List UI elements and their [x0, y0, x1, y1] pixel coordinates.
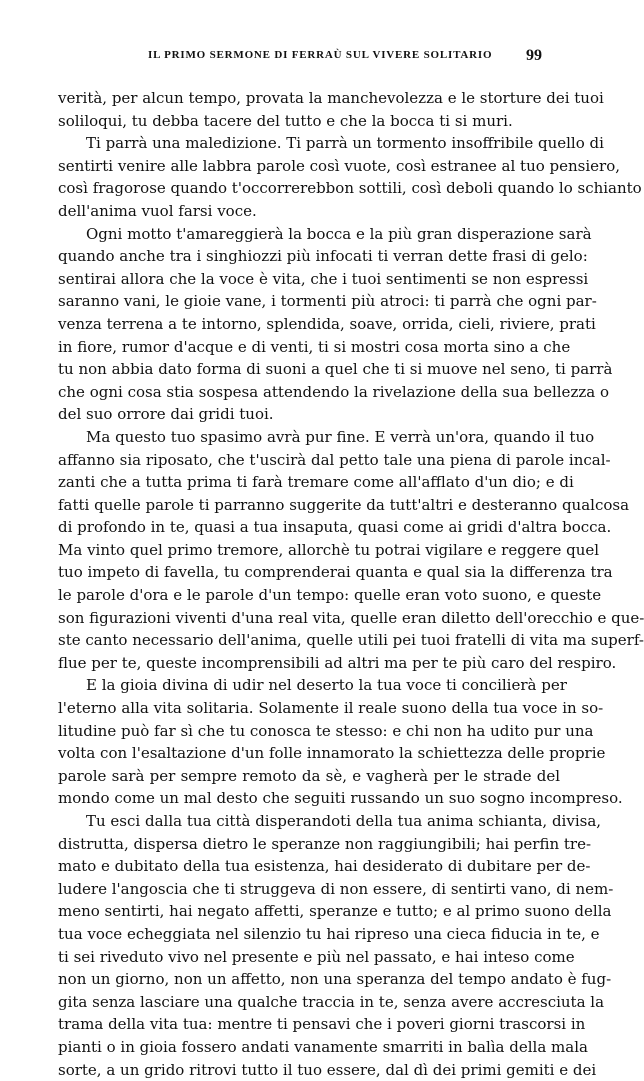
text-line: Ti parrà una maledizione. Ti parrà un tormento insoffribile quello di: [86, 134, 604, 153]
text-line: soliloqui, tu debba tacere del tutto e che la bocca ti si muri.: [58, 111, 513, 130]
text-line: che ogni cosa stia sospesa attendendo la rivelazione della sua bellezza o: [58, 382, 609, 401]
text-line: pianti o in gioia fossero andati vanamente smarriti in balìa della mala: [58, 1037, 588, 1056]
text-line: affanno sia riposato, che t'uscirà dal petto tale una piena di parole incal-: [58, 450, 611, 469]
text-line: ti sei riveduto vivo nel presente e più nel passato, e hai inteso come: [58, 947, 575, 966]
text-line: volta con l'esaltazione d'un folle innamorato la schiettezza delle proprie: [58, 744, 606, 763]
text-line: meno sentirti, hai negato affetti, speranze e tutto; e al primo suono della: [58, 902, 612, 921]
running-title: IL PRIMO SERMONE DI FERRAÙ SUL VIVERE SOLITARIO: [148, 49, 493, 61]
text-line: ludere l'angoscia che ti struggeva di non essere, di sentirti vano, di nem-: [58, 879, 614, 898]
text-line: mondo come un mal desto che seguiti russando un suo sogno incompreso.: [58, 789, 623, 808]
text-line: del suo orrore dai gridi tuoi.: [58, 405, 274, 424]
text-line: E la gioia divina di udir nel deserto la tua voce ti concilierà per: [86, 676, 567, 695]
text-line: di profondo in te, quasi a tua insaputa, quasi come ai gridi d'altra bocca.: [58, 518, 612, 537]
text-line: flue per te, queste incomprensibili ad altri ma per te più caro del respiro.: [58, 653, 617, 672]
text-line: trama della vita tua: mentre ti pensavi che i poveri giorni trascorsi in: [58, 1015, 586, 1034]
text-line: litudine può far sì che tu conosca te stesso: e chi non ha udito pur una: [58, 721, 594, 740]
text-line: Ma questo tuo spasimo avrà pur fine. E verrà un'ora, quando il tuo: [86, 427, 595, 446]
text-line: ste canto necessario dell'anima, quelle utili pei tuoi fratelli di vita ma superf-: [58, 631, 644, 650]
body-text: [58, 87, 644, 1081]
text-line: fatti quelle parole ti parranno suggerite da tutt'altri e desteranno qualcosa: [58, 495, 630, 514]
text-line: distrutta, dispersa dietro le speranze non raggiungibili; hai perfin tre-: [58, 834, 592, 853]
text-line: quando anche tra i singhiozzi più infocati ti verran dette frasi di gelo:: [58, 247, 588, 266]
running-header: [148, 47, 568, 67]
text-line: tu non abbia dato forma di suoni a quel che ti si muove nel seno, ti parrà: [58, 360, 613, 379]
text-line: non un giorno, non un affetto, non una speranza del tempo andato è fug-: [58, 970, 612, 989]
text-line: gita senza lasciare una qualche traccia in te, senza avere accresciuta la: [58, 992, 605, 1011]
text-line: sentirti venire alle labbra parole così vuote, così estranee al tuo pensiero,: [58, 156, 621, 175]
text-line: venza terrena a te intorno, splendida, soave, orrida, cieli, riviere, prati: [58, 314, 596, 333]
text-line: mato e dubitato della tua esistenza, hai desiderato di dubitare per de-: [58, 857, 591, 876]
text-line: tuo impeto di favella, tu comprenderai quanta e qual sia la differenza tra: [58, 563, 613, 582]
text-line: così fragorose quando t'occorrerebbon sottili, così deboli quando lo schianto: [58, 179, 642, 198]
text-line: son figurazioni viventi d'una real vita, quelle eran diletto dell'orecchio e que-: [58, 608, 644, 627]
text-line: zanti che a tutta prima ti farà tremare come all'afflato d'un dio; e di: [58, 473, 574, 492]
text-line: l'eterno alla vita solitaria. Solamente il reale suono della tua voce in so-: [58, 699, 604, 718]
page-number: 99: [526, 47, 542, 64]
text-line: sorte, a un grido ritrovi tutto il tuo essere, dal dì dei primi gemiti e dei: [58, 1060, 597, 1079]
text-line: verità, per alcun tempo, provata la manchevolezza e le storture dei tuoi: [58, 89, 604, 107]
text-line: Ogni motto t'amareggierà la bocca e la più gran disperazione sarà: [86, 224, 592, 243]
text-line: in fiore, rumor d'acque e di venti, ti si mostri cosa morta sino a che: [58, 337, 571, 356]
text-line: parole sarà per sempre remoto da sè, e vagherà per le strade del: [58, 766, 560, 785]
text-line: Tu esci dalla tua città disperandoti della tua anima schianta, divisa,: [86, 812, 602, 830]
text-line: tua voce echeggiata nel silenzio tu hai ripreso una cieca fiducia in te, e: [58, 924, 600, 943]
text-line: dell'anima vuol farsi voce.: [58, 201, 257, 220]
text-line: saranno vani, le gioie vane, i tormenti più atroci: ti parrà che ogni par-: [58, 292, 597, 311]
text-line: sentirai allora che la voce è vita, che i tuoi sentimenti se non espressi: [58, 269, 589, 288]
text-line: Ma vinto quel primo tremore, allorchè tu potrai vigilare e reggere quel: [58, 540, 600, 559]
text-line: le parole d'ora e le parole d'un tempo: quelle eran voto suono, e queste: [58, 586, 602, 605]
